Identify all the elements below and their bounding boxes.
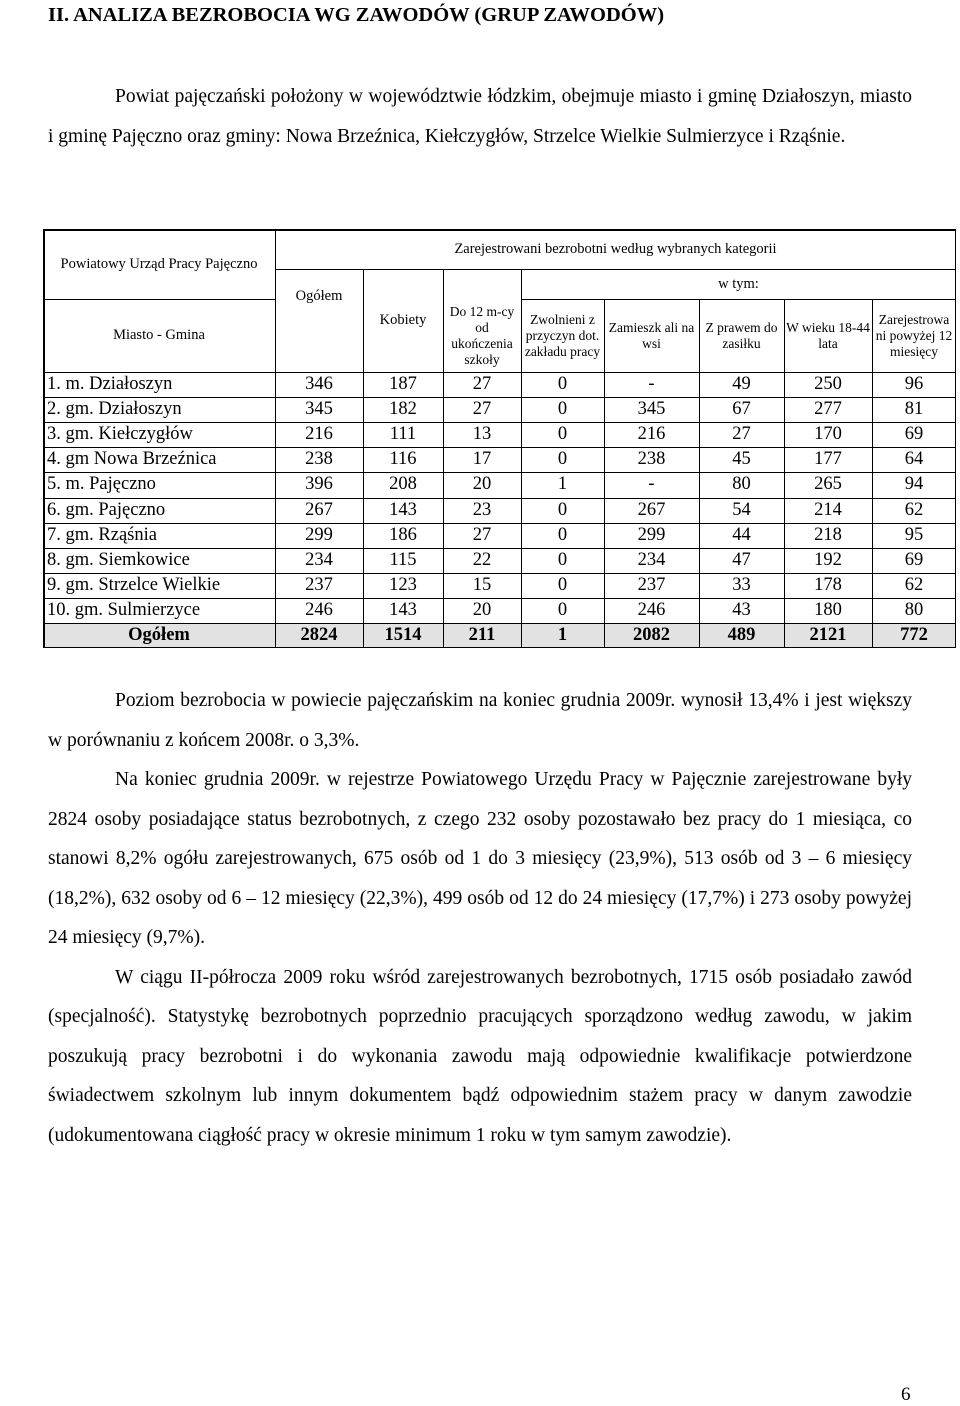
table-rule xyxy=(43,229,45,648)
table-cell: 27 xyxy=(472,524,492,545)
table-cell: 23 xyxy=(472,499,492,520)
header-12mies: Zarejestrowa ni powyżej 12 miesięcy xyxy=(875,311,953,359)
table-cell: 238 xyxy=(305,449,333,470)
table-rule xyxy=(43,623,956,624)
table-rule xyxy=(43,548,956,549)
table-cell: 186 xyxy=(389,524,417,545)
table-cell: 123 xyxy=(389,574,417,595)
table-cell: 265 xyxy=(814,474,842,495)
header-gmina: Miasto - Gmina xyxy=(113,327,205,343)
table-rule xyxy=(43,372,956,373)
table-rule xyxy=(43,422,956,423)
table-cell: 45 xyxy=(732,449,751,470)
header-ogolem: Ogółem xyxy=(295,288,343,304)
table-cell: 54 xyxy=(732,499,751,520)
table-cell: 267 xyxy=(305,499,333,520)
table-cell: 0 xyxy=(557,549,568,570)
total-cell: 2121 xyxy=(809,625,847,645)
table-cell: 267 xyxy=(637,499,666,520)
header-zwolnieni: Zwolnieni z przyczyn dot. zakładu pracy xyxy=(524,311,601,359)
table-cell: 237 xyxy=(305,574,333,595)
table-rule xyxy=(43,498,956,499)
table-cell: 115 xyxy=(389,549,417,570)
total-cell: 1514 xyxy=(384,625,422,645)
table-rule xyxy=(43,598,956,599)
table-cell: 396 xyxy=(305,474,333,495)
table-cell: - xyxy=(648,474,655,495)
table-cell: 0 xyxy=(557,499,568,520)
table-rule xyxy=(43,299,275,300)
table-cell: 0 xyxy=(557,599,568,620)
table-cell: 0 xyxy=(557,449,568,470)
row-label: 8. gm. Siemkowice xyxy=(47,549,190,570)
table-cell: 22 xyxy=(472,549,492,570)
table-rule xyxy=(521,299,956,300)
table-cell: 81 xyxy=(904,399,924,420)
table-rule xyxy=(43,472,956,473)
table-rule xyxy=(699,299,700,648)
total-label: Ogółem xyxy=(128,625,190,645)
table-cell: 62 xyxy=(904,499,924,520)
table-cell: 192 xyxy=(814,549,842,570)
table-cell: 143 xyxy=(389,499,417,520)
table-cell: 44 xyxy=(732,524,751,545)
table-cell: 69 xyxy=(904,549,924,570)
table-cell: 345 xyxy=(305,399,333,420)
table-cell: 246 xyxy=(637,599,666,620)
header-kobiety: Kobiety xyxy=(379,312,427,328)
table-rule xyxy=(275,229,276,648)
table-cell: 96 xyxy=(904,374,924,395)
table-cell: 246 xyxy=(305,599,333,620)
table-cell: 170 xyxy=(814,424,842,445)
table-cell: 17 xyxy=(472,449,492,470)
table-cell: - xyxy=(648,374,655,395)
table-cell: 95 xyxy=(904,524,924,545)
row-label: 9. gm. Strzelce Wielkie xyxy=(47,574,221,595)
table-cell: 15 xyxy=(472,574,492,595)
table-cell: 143 xyxy=(389,599,417,620)
table-cell: 27 xyxy=(732,424,751,445)
table-cell: 116 xyxy=(389,449,417,470)
table-cell: 234 xyxy=(637,549,666,570)
table-cell: 43 xyxy=(732,599,751,620)
table-cell: 187 xyxy=(389,374,417,395)
row-label: 5. m. Pajęczno xyxy=(47,474,156,495)
row-label: 7. gm. Rząśnia xyxy=(47,524,157,545)
table-cell: 216 xyxy=(305,424,333,445)
table-cell: 216 xyxy=(637,424,666,445)
table-cell: 94 xyxy=(904,474,924,495)
table-cell: 250 xyxy=(814,374,842,395)
table-cell: 13 xyxy=(472,424,492,445)
table-cell: 64 xyxy=(904,449,924,470)
table-cell: 178 xyxy=(814,574,842,595)
table-cell: 182 xyxy=(389,399,417,420)
table-rule xyxy=(43,523,956,524)
intro-text: Powiat pajęczański położony w województwie łódzkim, obejmuje miasto i gminę Działoszyn, miasto i gminę Pajęczno oraz gminy: Nowa Brzeźnica, Kiełczygłów, Strzelce Wielkie Sulmierzyce i Rząśnie. xyxy=(48,86,912,147)
table-rule xyxy=(363,269,364,648)
total-cell: 489 xyxy=(727,625,756,645)
paragraph-unemployment-rate: Poziom bezrobocia w powiecie pajęczańskim na koniec grudnia 2009r. wynosił 13,4% i jest większy w porównaniu z końcem 2008r. o 3,3%. xyxy=(48,690,912,751)
table-cell: 27 xyxy=(472,374,492,395)
table-cell: 214 xyxy=(814,499,842,520)
table-cell: 346 xyxy=(305,374,333,395)
header-group: Zarejestrowani bezrobotni według wybranych kategorii xyxy=(454,240,777,257)
table-rule xyxy=(521,269,522,648)
table-cell: 0 xyxy=(557,374,568,395)
table-cell: 27 xyxy=(472,399,492,420)
unemployment-table xyxy=(43,229,956,648)
table-cell: 234 xyxy=(305,549,333,570)
section-heading: II. ANALIZA BEZROBOCIA WG ZAWODÓW (GRUP ZAWODÓW) xyxy=(48,4,665,26)
table-cell: 208 xyxy=(389,474,417,495)
table-rule xyxy=(604,299,605,648)
table-cell: 80 xyxy=(904,599,924,620)
table-cell: 180 xyxy=(814,599,842,620)
header-do12: Do 12 m-cy od ukończenia szkoły xyxy=(449,303,515,367)
table-cell: 238 xyxy=(637,449,666,470)
total-cell: 2824 xyxy=(300,625,338,645)
row-label: 6. gm. Pajęczno xyxy=(47,499,166,520)
table-rule xyxy=(443,269,444,648)
table-rule xyxy=(43,397,956,398)
table-rule xyxy=(43,447,956,448)
table-rule xyxy=(955,229,957,648)
table-cell: 80 xyxy=(732,474,751,495)
table-rule xyxy=(784,299,785,648)
table-rule xyxy=(43,229,956,231)
table-cell: 47 xyxy=(732,549,751,570)
header-zamieszkali: Zamieszk ali na wsi xyxy=(608,319,695,351)
table-cell: 218 xyxy=(814,524,842,545)
table-cell: 0 xyxy=(557,574,568,595)
table-cell: 62 xyxy=(904,574,924,595)
header-office: Powiatowy Urząd Pracy Pajęczno xyxy=(60,255,258,272)
paragraph-registered-duration: Na koniec grudnia 2009r. w rejestrze Powiatowego Urzędu Pracy w Pajęcznie zarejestrowane były 2824 osoby posiadające status bezrobotnych, z czego 232 osoby pozostawało bez pracy do 1 miesiąca, co stanowi 8,2% ogółu zarejestrowanych, 675 osób od 1 do 3 miesięcy (23,9%), 513 osób od 3 – 6 miesięcy (18,2%), 632 osoby od 6 – 12 miesięcy (22,3%), 499 osób od 12 do 24 miesięcy (17,7%) i 273 osoby powyżej 24 miesięcy (9,7%). xyxy=(48,769,912,948)
table-cell: 67 xyxy=(732,399,751,420)
table-cell: 20 xyxy=(472,599,492,620)
total-cell: 772 xyxy=(900,625,928,645)
table-cell: 237 xyxy=(637,574,666,595)
row-label: 10. gm. Sulmierzyce xyxy=(47,599,201,620)
table-cell: 299 xyxy=(305,524,333,545)
table-cell: 49 xyxy=(732,374,751,395)
header-wtym: w tym: xyxy=(718,275,759,292)
table-rule xyxy=(275,269,956,270)
table-rule xyxy=(43,573,956,574)
total-cell: 211 xyxy=(468,625,496,645)
table-cell: 20 xyxy=(472,474,492,495)
table-cell: 0 xyxy=(557,399,568,420)
total-cell: 2082 xyxy=(633,625,670,645)
intro-paragraph xyxy=(48,77,912,156)
row-label: 2. gm. Działoszyn xyxy=(47,399,182,420)
table-cell: 0 xyxy=(557,524,568,545)
body-text xyxy=(48,681,912,1155)
table-cell: 277 xyxy=(814,399,842,420)
header-zasilek: Z prawem do zasiłku xyxy=(705,319,778,351)
table-cell: 33 xyxy=(732,574,751,595)
table-rule xyxy=(43,647,956,649)
table-cell: 1 xyxy=(557,474,568,495)
table-cell: 0 xyxy=(557,424,568,445)
table-cell: 345 xyxy=(637,399,666,420)
row-label: 4. gm Nowa Brzeźnica xyxy=(47,449,217,470)
paragraph-occupation: W ciągu II-półrocza 2009 roku wśród zarejestrowanych bezrobotnych, 1715 osób posiadało zawód (specjalność). Statystykę bezrobotnych poprzednio pracujących sporządzono według zawodu, w jakim poszukują pracy bezrobotni i do wykonania zawodu mają odpowiednie kwalifikacje potwierdzone świadectwem szkolnym lub innym dokumentem bądź odpowiednim stażem pracy w danym zawodzie (udokumentowana ciągłość pracy w okresie minimum 1 roku w tym samym zawodzie). xyxy=(48,966,912,1146)
table-cell: 69 xyxy=(904,424,924,445)
table-cell: 299 xyxy=(637,524,666,545)
total-cell: 1 xyxy=(557,625,568,645)
table-rule xyxy=(872,299,873,648)
header-wiek: W wieku 18-44 lata xyxy=(786,319,870,351)
table-cell: 177 xyxy=(814,449,842,470)
row-label: 3. gm. Kiełczygłów xyxy=(47,424,193,445)
row-label: 1. m. Działoszyn xyxy=(47,374,173,395)
page-number: 6 xyxy=(901,1384,911,1405)
table-cell: 111 xyxy=(389,424,417,445)
